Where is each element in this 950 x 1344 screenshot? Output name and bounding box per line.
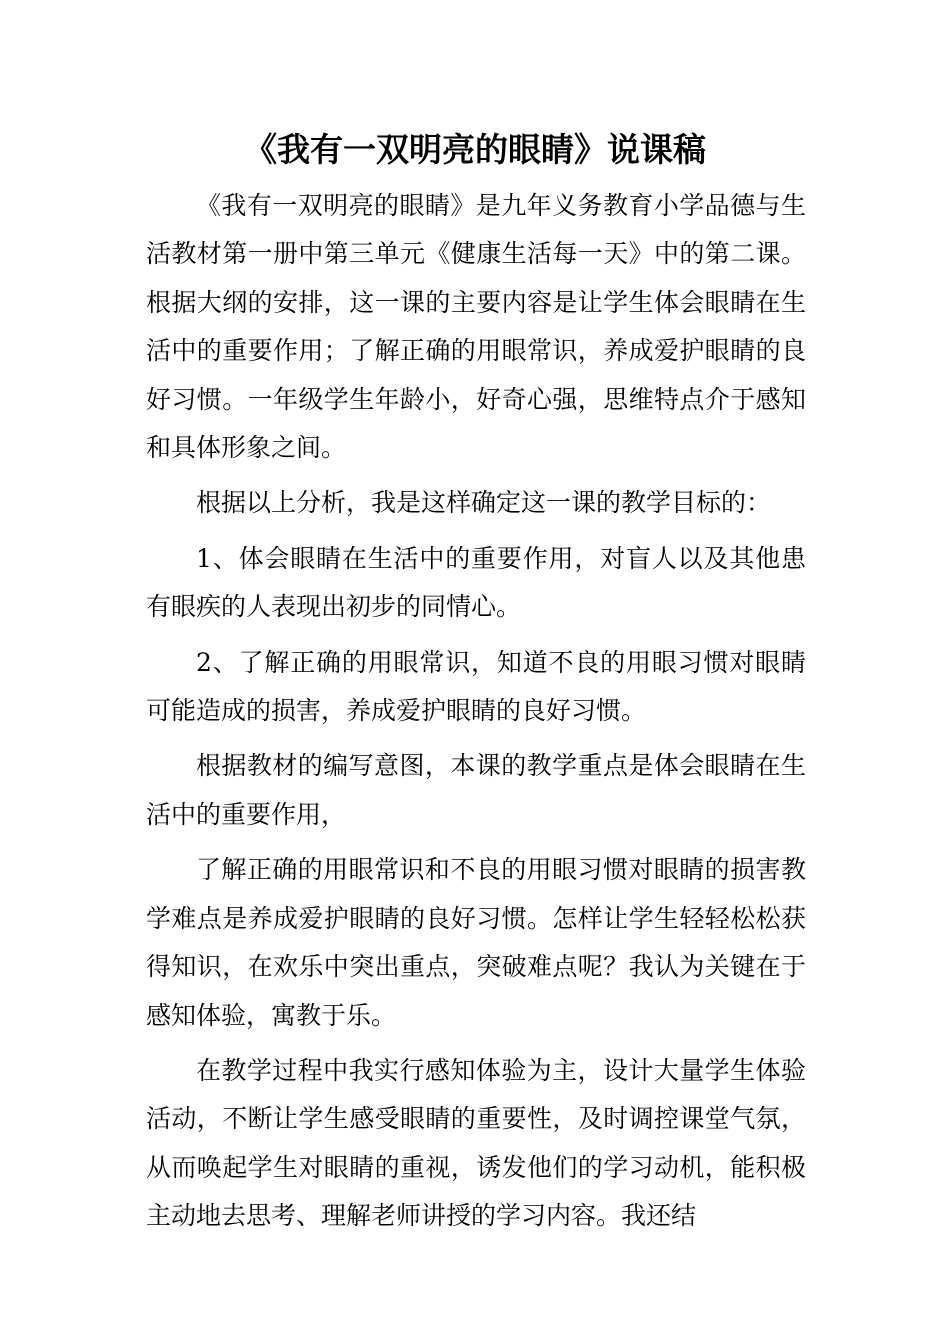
document-title: 《我有一双明亮的眼睛》说课稿 [244, 130, 706, 169]
paragraph-difficulty: 了解正确的用眼常识和不良的用眼习惯对眼睛的损害教学难点是养成爱护眼睛的良好习惯。怎样让学生轻轻松松获得知识，在欢乐中突出重点，突破难点呢？我认为关键在于感知体验，寓教于乐。 [146, 855, 806, 1030]
paragraph-objectives-lead: 根据以上分析，我是这样确定这一课的教学目标的： [196, 488, 772, 518]
paragraph-objective-1: 1、体会眼睛在生活中的重要作用，对盲人以及其他患有眼疾的人表现出初步的同情心。 [146, 543, 806, 622]
paragraph-key-point: 根据教材的编写意图，本课的教学重点是体会眼睛在生活中的重要作用， [146, 751, 806, 829]
paragraph-objective-2: 2、了解正确的用眼常识，知道不良的用眼习惯对眼睛可能造成的损害，养成爱护眼睛的良好习惯。 [146, 647, 806, 726]
document-body [146, 182, 806, 1248]
paragraph-intro: 《我有一双明亮的眼睛》是九年义务教育小学品德与生活教材第一册中第三单元《健康生活每一天》中的第二课。根据大纲的安排，这一课的主要内容是让学生体会眼睛在生活中的重要作用；了解正确的用眼常识，养成爱护眼睛的良好习惯。一年级学生年龄小，好奇心强，思维特点介于感知和具体形象之间。 [146, 191, 806, 463]
paragraph-teaching-process: 在教学过程中我实行感知体验为主，设计大量学生体验活动，不断让学生感受眼睛的重要性，及时调控课堂气氛，从而唤起学生对眼睛的重视，诱发他们的学习动机，能积极主动地去思考、理解老师讲授的学习内容。我还结 [146, 1055, 806, 1231]
